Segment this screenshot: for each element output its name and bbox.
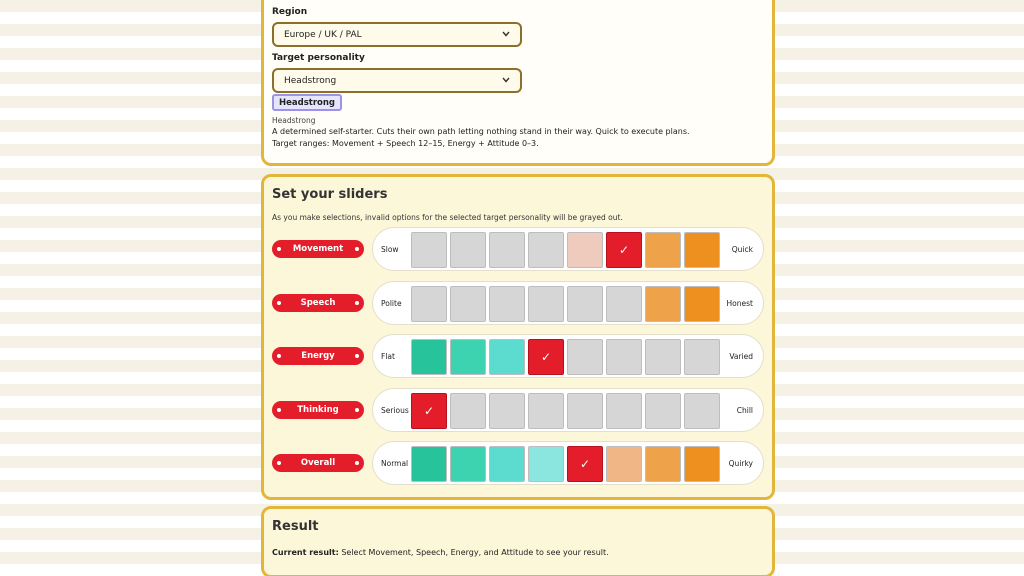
slider-track [372,334,764,378]
checkmark-icon: ✓ [540,350,552,364]
slider-cell[interactable] [450,232,486,268]
slider-cell[interactable] [645,286,681,322]
slider-cell[interactable] [411,286,447,322]
slider-name: Energy [301,351,335,361]
slider-cell[interactable] [645,232,681,268]
sliders-title: Set your sliders [272,187,388,202]
slider-right-label: Quick [731,245,753,254]
slider-cell[interactable] [411,232,447,268]
slider-row-overall [272,441,764,485]
slider-cell[interactable] [450,393,486,429]
checkmark-icon: ✓ [579,457,591,471]
slider-pill-thinking [272,401,364,419]
slider-row-speech [272,281,764,325]
slider-cell[interactable] [684,232,720,268]
personality-name: Headstrong [272,116,316,125]
slider-cell[interactable] [528,232,564,268]
slider-cell[interactable] [567,393,603,429]
chevron-down-icon [502,76,510,86]
slider-track [372,441,764,485]
slider-cell[interactable] [645,339,681,375]
sliders-note: As you make selections, invalid options for the selected target personality will be grayed out. [272,213,623,222]
personality-select[interactable] [272,68,522,93]
region-label: Region [272,7,308,17]
slider-cell[interactable] [450,286,486,322]
slider-cell[interactable] [606,339,642,375]
slider-cell[interactable] [684,286,720,322]
region-select[interactable] [272,22,522,47]
slider-row-movement [272,227,764,271]
slider-row-energy [272,334,764,378]
current-result-text: Select Movement, Speech, Energy, and Attitude to see your result. [341,548,609,557]
current-result [272,548,609,557]
slider-name: Movement [292,244,344,254]
slider-cell[interactable] [411,393,447,429]
slider-left-label: Slow [381,245,399,254]
personality-target-ranges: Target ranges: Movement + Speech 12–15, Energy + Attitude 0–3. [272,139,539,148]
pill-dot-icon [277,301,281,305]
slider-right-label: Honest [726,299,753,308]
slider-cell[interactable] [489,232,525,268]
pill-dot-icon [355,247,359,251]
slider-cell[interactable] [645,446,681,482]
checkmark-icon: ✓ [618,243,630,257]
slider-pill-speech [272,294,364,312]
slider-cell[interactable] [528,393,564,429]
pill-dot-icon [355,461,359,465]
result-panel [261,506,775,576]
slider-cell[interactable] [489,393,525,429]
slider-row-thinking [272,388,764,432]
slider-track [372,227,764,271]
current-result-label: Current result: [272,548,339,557]
chevron-down-icon [502,30,510,40]
slider-cell[interactable] [489,446,525,482]
personality-panel [261,0,775,166]
pill-dot-icon [277,354,281,358]
slider-cell[interactable] [450,339,486,375]
slider-cell[interactable] [567,232,603,268]
slider-cell[interactable] [606,286,642,322]
slider-track [372,281,764,325]
slider-left-label: Normal [381,459,409,468]
slider-right-label: Varied [729,352,753,361]
personality-label: Target personality [272,53,365,63]
personality-select-value: Headstrong [284,75,337,86]
result-title: Result [272,519,319,534]
slider-cell[interactable] [645,393,681,429]
personality-description: A determined self-starter. Cuts their own path letting nothing stand in their way. Quick to execute plans. [272,127,690,136]
slider-cell[interactable] [528,446,564,482]
slider-cell[interactable] [411,446,447,482]
checkmark-icon: ✓ [423,404,435,418]
slider-name: Speech [300,298,336,308]
slider-right-label: Quirky [728,459,753,468]
slider-cell[interactable] [450,446,486,482]
slider-cell[interactable] [606,393,642,429]
slider-name: Overall [300,458,336,468]
personality-chip[interactable]: Headstrong [272,94,342,111]
slider-pill-overall [272,454,364,472]
pill-dot-icon [355,301,359,305]
slider-name: Thinking [297,405,339,415]
slider-cell[interactable] [411,339,447,375]
pill-dot-icon [355,408,359,412]
slider-cell[interactable] [567,286,603,322]
slider-track [372,388,764,432]
slider-cell[interactable] [567,339,603,375]
slider-left-label: Polite [381,299,402,308]
pill-dot-icon [277,408,281,412]
region-select-value: Europe / UK / PAL [284,29,362,40]
slider-cell[interactable] [489,286,525,322]
slider-pill-movement [272,240,364,258]
slider-cell[interactable] [567,446,603,482]
slider-left-label: Serious [381,406,409,415]
pill-dot-icon [277,461,281,465]
pill-dot-icon [277,247,281,251]
slider-cell[interactable] [606,446,642,482]
slider-cell[interactable] [684,393,720,429]
sliders-panel [261,174,775,500]
slider-left-label: Flat [381,352,395,361]
slider-cell[interactable] [606,232,642,268]
slider-right-label: Chill [736,406,753,415]
pill-dot-icon [355,354,359,358]
slider-cell[interactable] [684,446,720,482]
slider-cell[interactable] [528,339,564,375]
slider-cell[interactable] [489,339,525,375]
slider-cell[interactable] [684,339,720,375]
slider-cell[interactable] [528,286,564,322]
slider-pill-energy [272,347,364,365]
